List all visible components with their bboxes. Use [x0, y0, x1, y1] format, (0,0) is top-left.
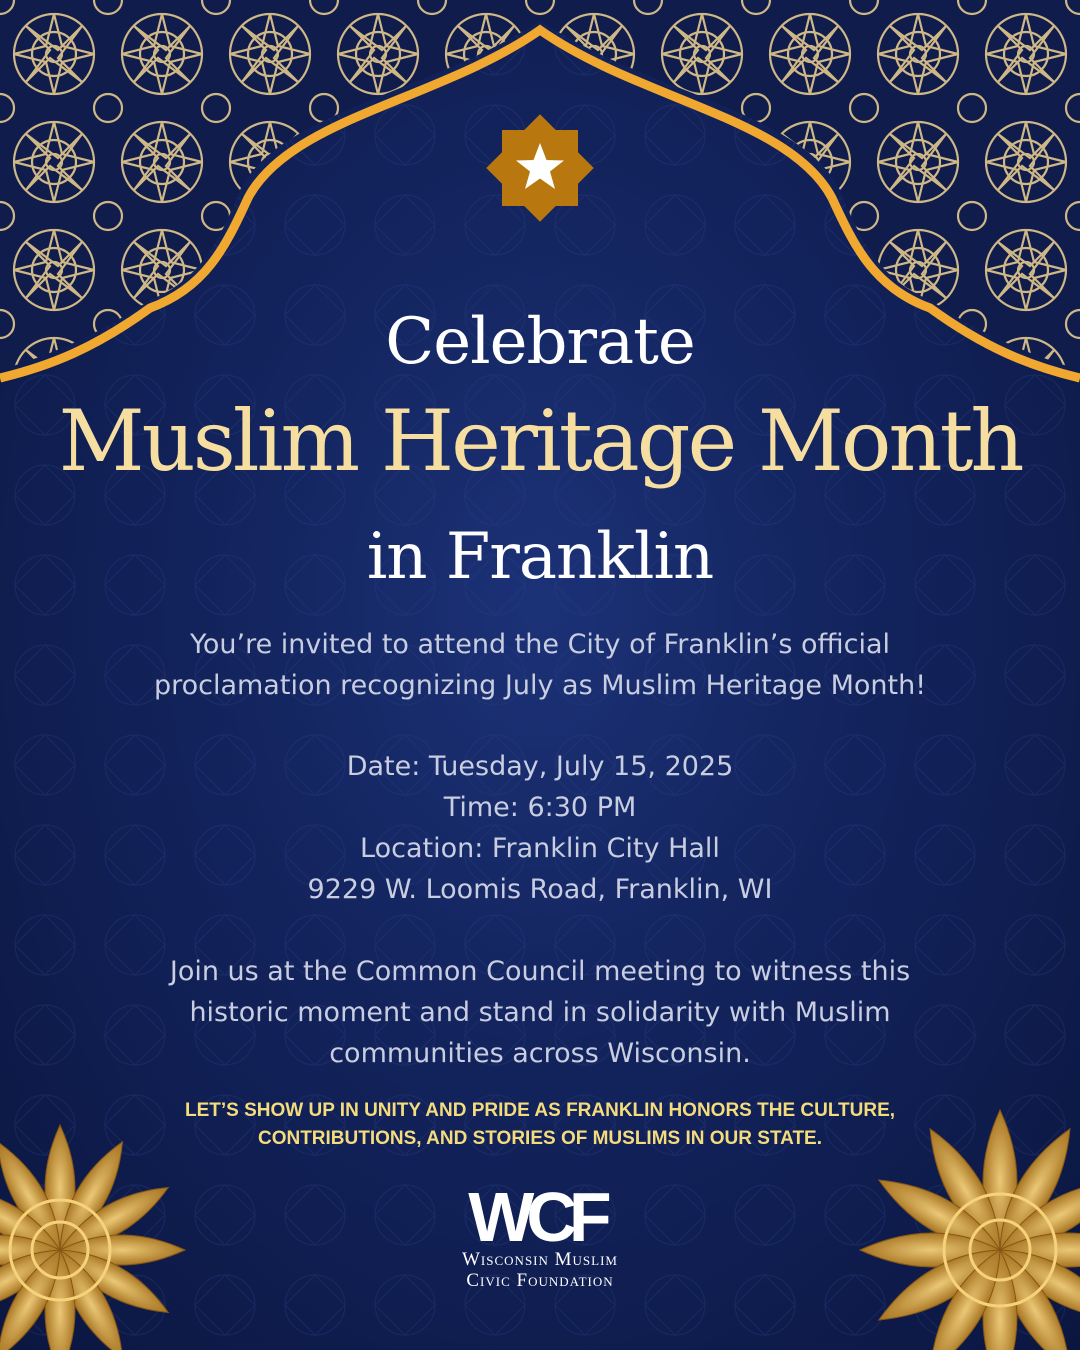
star-icon — [482, 110, 598, 226]
cta-line: CONTRIBUTIONS, AND STORIES OF MUSLIMS IN OUR STATE. — [257, 1128, 823, 1149]
event-time: Time: 6:30 PM — [443, 792, 637, 823]
invite-line: You’re invited to attend the City of Franklin’s official — [189, 629, 890, 660]
organization-logo — [440, 1178, 640, 1295]
join-line: Join us at the Common Council meeting to witness this — [169, 956, 911, 987]
logo-name-line: Wisconsin Muslim — [462, 1249, 618, 1270]
join-paragraph — [0, 951, 1080, 1074]
invite-line: proclamation recognizing July as Muslim Heritage Month! — [153, 670, 927, 701]
event-details — [0, 746, 1080, 910]
call-to-action — [0, 1097, 1080, 1153]
heading-location: in Franklin — [366, 520, 714, 594]
logo-name-line: Civic Foundation — [466, 1270, 614, 1291]
logo-mark: WCF — [468, 1178, 604, 1256]
page-title: Muslim Heritage Month — [58, 392, 1022, 490]
event-location: Location: Franklin City Hall — [360, 833, 720, 864]
join-line: historic moment and stand in solidarity with Muslim — [189, 997, 891, 1028]
event-date: Date: Tuesday, July 15, 2025 — [346, 751, 734, 782]
cta-line: LET’S SHOW UP IN UNITY AND PRIDE AS FRANKLIN HONORS THE CULTURE, — [184, 1100, 896, 1121]
join-line: communities across Wisconsin. — [329, 1038, 751, 1069]
event-address: 9229 W. Loomis Road, Franklin, WI — [307, 874, 773, 905]
invite-paragraph — [0, 624, 1080, 706]
heading-celebrate: Celebrate — [385, 305, 695, 379]
